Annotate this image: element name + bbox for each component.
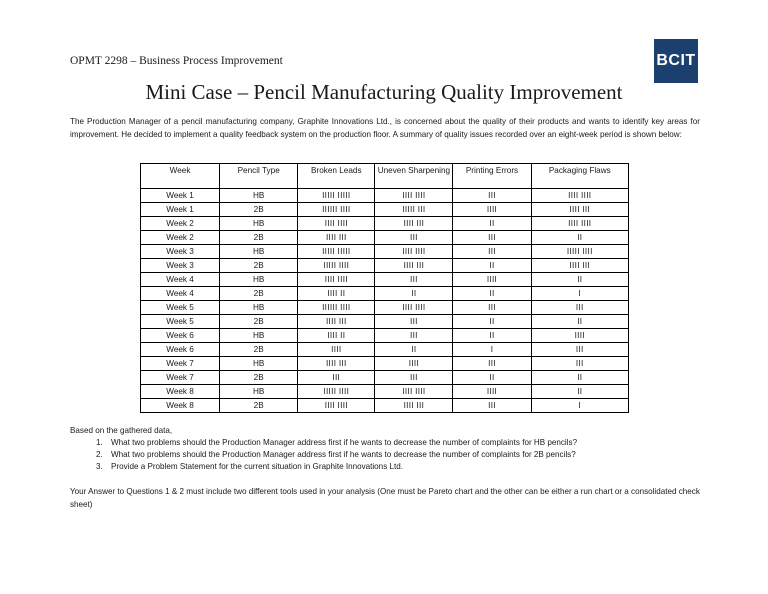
cell-printing-errors: II (453, 259, 531, 273)
cell-packaging-flaws: IIIII IIII (531, 245, 628, 259)
table-row (141, 315, 629, 329)
cell-packaging-flaws: III (531, 301, 628, 315)
cell-packaging-flaws: IIII IIII (531, 189, 628, 203)
cell-week: Week 6 (141, 329, 220, 343)
cell-packaging-flaws: II (531, 315, 628, 329)
cell-packaging-flaws: IIII III (531, 259, 628, 273)
cell-broken-leads: IIII III (298, 231, 375, 245)
cell-week: Week 7 (141, 357, 220, 371)
column-header-week: Week (141, 164, 220, 189)
cell-packaging-flaws: IIII IIII (531, 217, 628, 231)
cell-pencil-type: 2B (220, 343, 298, 357)
cell-week: Week 1 (141, 203, 220, 217)
cell-printing-errors: III (453, 301, 531, 315)
cell-week: Week 5 (141, 301, 220, 315)
cell-printing-errors: II (453, 315, 531, 329)
cell-broken-leads: IIII IIII (298, 217, 375, 231)
cell-week: Week 4 (141, 287, 220, 301)
cell-pencil-type: HB (220, 301, 298, 315)
table-header-row (141, 164, 629, 189)
column-header-printing-errors: Printing Errors (453, 164, 531, 189)
cell-pencil-type: HB (220, 245, 298, 259)
table-row (141, 287, 629, 301)
cell-printing-errors: II (453, 287, 531, 301)
table-row (141, 259, 629, 273)
table-row (141, 301, 629, 315)
cell-week: Week 1 (141, 189, 220, 203)
course-header: OPMT 2298 – Business Process Improvement (70, 55, 283, 67)
cell-uneven-sharpening: III (375, 329, 453, 343)
cell-broken-leads: IIIIII IIII (298, 203, 375, 217)
cell-pencil-type: 2B (220, 287, 298, 301)
cell-uneven-sharpening: IIII (375, 357, 453, 371)
table-row (141, 231, 629, 245)
cell-printing-errors: III (453, 231, 531, 245)
cell-pencil-type: 2B (220, 371, 298, 385)
cell-printing-errors: II (453, 371, 531, 385)
cell-packaging-flaws: II (531, 231, 628, 245)
cell-week: Week 8 (141, 385, 220, 399)
table-row (141, 273, 629, 287)
cell-pencil-type: HB (220, 273, 298, 287)
table-row (141, 371, 629, 385)
cell-pencil-type: HB (220, 217, 298, 231)
column-header-packaging-flaws: Packaging Flaws (531, 164, 628, 189)
cell-pencil-type: 2B (220, 231, 298, 245)
question-item-2: 2. What two problems should the Production Manager address first if he wants to decrease the number of complaints for 2B pencils? (105, 449, 700, 461)
cell-week: Week 3 (141, 245, 220, 259)
cell-week: Week 5 (141, 315, 220, 329)
cell-uneven-sharpening: III (375, 315, 453, 329)
cell-uneven-sharpening: IIIII III (375, 203, 453, 217)
cell-printing-errors: III (453, 399, 531, 413)
cell-pencil-type: 2B (220, 399, 298, 413)
question-item-1: 1. What two problems should the Production Manager address first if he wants to decrease the number of complaints for HB pencils? (105, 437, 700, 449)
cell-uneven-sharpening: IIII IIII (375, 245, 453, 259)
bcit-logo: BCIT (654, 39, 698, 83)
cell-printing-errors: I (453, 343, 531, 357)
cell-packaging-flaws: III (531, 343, 628, 357)
cell-uneven-sharpening: IIII III (375, 399, 453, 413)
cell-pencil-type: HB (220, 357, 298, 371)
cell-week: Week 2 (141, 217, 220, 231)
column-header-pencil-type: Pencil Type (220, 164, 298, 189)
cell-broken-leads: IIII IIII (298, 273, 375, 287)
cell-week: Week 8 (141, 399, 220, 413)
cell-broken-leads: IIII II (298, 329, 375, 343)
cell-packaging-flaws: II (531, 385, 628, 399)
cell-broken-leads: IIIII IIII (298, 259, 375, 273)
cell-uneven-sharpening: III (375, 371, 453, 385)
cell-pencil-type: 2B (220, 315, 298, 329)
cell-printing-errors: IIII (453, 203, 531, 217)
column-header-uneven-sharpening: Uneven Sharpening (375, 164, 453, 189)
cell-uneven-sharpening: III (375, 273, 453, 287)
cell-uneven-sharpening: IIII IIII (375, 301, 453, 315)
cell-week: Week 7 (141, 371, 220, 385)
cell-printing-errors: II (453, 329, 531, 343)
cell-uneven-sharpening: IIII IIII (375, 189, 453, 203)
cell-printing-errors: IIII (453, 385, 531, 399)
table-row (141, 343, 629, 357)
questions-lead: Based on the gathered data, (70, 426, 173, 435)
table-row (141, 217, 629, 231)
page-title: Mini Case – Pencil Manufacturing Quality Improvement (145, 80, 623, 104)
cell-pencil-type: 2B (220, 203, 298, 217)
cell-broken-leads: IIIII IIIII (298, 245, 375, 259)
cell-packaging-flaws: II (531, 371, 628, 385)
cell-broken-leads: IIII (298, 343, 375, 357)
cell-broken-leads: IIII II (298, 287, 375, 301)
quality-issues-table (140, 163, 629, 413)
cell-printing-errors: II (453, 217, 531, 231)
cell-pencil-type: HB (220, 329, 298, 343)
cell-week: Week 2 (141, 231, 220, 245)
cell-packaging-flaws: IIII III (531, 203, 628, 217)
cell-week: Week 3 (141, 259, 220, 273)
cell-broken-leads: IIIII IIIII (298, 189, 375, 203)
cell-printing-errors: III (453, 357, 531, 371)
cell-printing-errors: III (453, 245, 531, 259)
table-row (141, 329, 629, 343)
cell-packaging-flaws: IIII (531, 329, 628, 343)
cell-uneven-sharpening: IIII III (375, 217, 453, 231)
cell-uneven-sharpening: III (375, 231, 453, 245)
cell-printing-errors: IIII (453, 273, 531, 287)
table-row (141, 357, 629, 371)
cell-pencil-type: HB (220, 385, 298, 399)
cell-packaging-flaws: II (531, 273, 628, 287)
table-row (141, 189, 629, 203)
cell-week: Week 4 (141, 273, 220, 287)
questions-list (70, 437, 700, 473)
cell-packaging-flaws: I (531, 399, 628, 413)
cell-pencil-type: HB (220, 189, 298, 203)
cell-broken-leads: IIII III (298, 357, 375, 371)
cell-packaging-flaws: III (531, 357, 628, 371)
questions-section (70, 425, 700, 473)
cell-pencil-type: 2B (220, 259, 298, 273)
cell-printing-errors: III (453, 189, 531, 203)
table-row (141, 385, 629, 399)
table-body (141, 189, 629, 413)
table-row (141, 245, 629, 259)
question-item-3: 3. Provide a Problem Statement for the current situation in Graphite Innovations Ltd. (105, 461, 700, 473)
intro-paragraph: The Production Manager of a pencil manufacturing company, Graphite Innovations Ltd., is concerned about the quality of their products and wants to identify key areas for improvement. He decided to implement a quality feedback system on the production floor. A summary of quality issues recorded over an eight-week period is shown below: (70, 117, 700, 139)
cell-broken-leads: IIIIII IIII (298, 301, 375, 315)
table-row (141, 399, 629, 413)
cell-uneven-sharpening: II (375, 287, 453, 301)
cell-week: Week 6 (141, 343, 220, 357)
table-row (141, 203, 629, 217)
cell-broken-leads: IIII IIII (298, 399, 375, 413)
cell-broken-leads: III (298, 371, 375, 385)
cell-broken-leads: IIIII IIII (298, 385, 375, 399)
cell-uneven-sharpening: II (375, 343, 453, 357)
column-header-broken-leads: Broken Leads (298, 164, 375, 189)
cell-uneven-sharpening: IIII III (375, 259, 453, 273)
answer-note: Your Answer to Questions 1 & 2 must include two different tools used in your analysis (One must be Pareto chart and the other can be either a run chart or a consolidated check sheet) (70, 487, 700, 509)
cell-broken-leads: IIII III (298, 315, 375, 329)
cell-uneven-sharpening: IIII IIII (375, 385, 453, 399)
cell-packaging-flaws: I (531, 287, 628, 301)
